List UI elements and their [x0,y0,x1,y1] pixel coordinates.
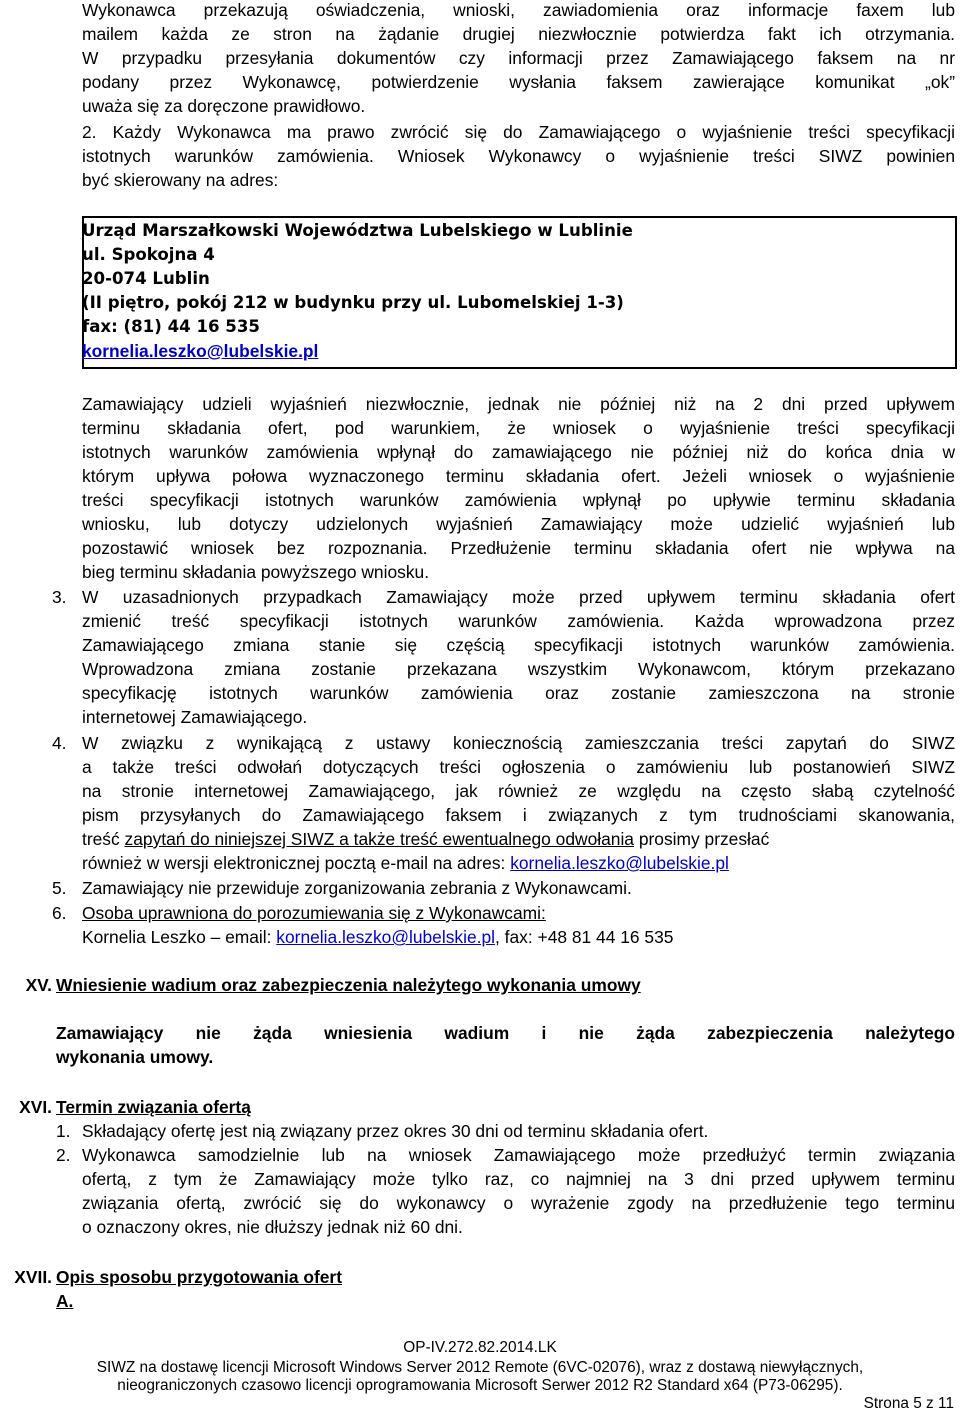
address-room: (II piętro, pokój 212 w budynku przy ul. Lubomelskiej 1-3) [82,293,624,312]
section-xv-title: Wniesienie wadium oraz zabezpieczenia należytego wykonania umowy [56,975,641,995]
address-name: Urząd Marszałkowski Województwa Lubelskiego w Lublinie [82,221,633,240]
item3-line-6: internetowej Zamawiającego. [82,707,308,727]
section-xvi-number: XVI. [19,1097,52,1117]
intro-line-1: Wykonawca przekazują oświadczenia, wnioski, zawiadomienia oraz informacje faxem lub [82,0,955,20]
section-xvi-item2-line-3: związania ofertą, zwrócić się do wykonawcy o wyrażenie zgody na przedłużenie tego terminu [82,1193,955,1213]
intro-line-2: mailem każda ze stron na żądanie drugiej niezwłocznie potwierdza fakt ich otrzymania. [82,24,955,44]
section-xvi-item2-line-4: o oznaczony okres, nie dłuższy jednak niż 60 dni. [82,1217,463,1237]
section-xv-number: XV. [25,975,52,995]
item3-line-1: W uzasadnionych przypadkach Zamawiający może przed upływem terminu składania ofert [82,587,955,607]
footer-reference: OP-IV.272.82.2014.LK [403,1339,557,1356]
item4-line-4: pism przysyłanych do Zamawiającego faksem i związanych z tym trudnościami skanowania, [82,805,955,825]
item6-title: Osoba uprawniona do porozumiewania się z Wykonawcami: [82,903,546,923]
clarify-line-6: wniosku, lub dotyczy udzielonych wyjaśnień Zamawiający może udzielić wyjaśnień lub [82,514,955,534]
section-xvi-item1-text: Składający ofertę jest nią związany przez okres 30 dni od terminu składania ofert. [82,1121,709,1141]
clarify-line-4: którym upływa połowa wyznaczonego terminu składania ofert. Jeżeli wniosek o wyjaśnienie [82,466,955,486]
item4-line-3: na stronie internetowej Zamawiającego, jak również ze względu na często słabą czytelność [82,781,955,801]
item2-line-2: istotnych warunków zamówienia. Wniosek Wykonawcy o wyjaśnienie treści SIWZ powinien [82,146,955,166]
intro-line-5: uważa się za doręczone prawidłowo. [82,96,366,116]
section-xvii-number: XVII. [14,1267,52,1287]
item4-number: 4. [52,733,67,753]
footer-line-1: SIWZ na dostawę licencji Microsoft Windows Server 2012 Remote (6VC-02076), wraz z dostawą niewyłącznych, [96,1359,864,1376]
clarify-line-5: treści specyfikacji istotnych warunków zamówienia wpłynął po upływie terminu składania [82,490,955,510]
item6-title-line [82,901,955,925]
address-street: ul. Spokojna 4 [82,245,215,264]
item4-line-5-end: prosimy przesłać [633,829,770,849]
clarify-line-2: terminu składania ofert, pod warunkiem, że wniosek o wyjaśnienie treści specyfikacji [82,418,955,438]
item3-line-4: Wprowadzona zmiana zostanie przekazana wszystkim Wykonawcom, którym przekazano [82,659,955,679]
item4-line-6 [82,851,955,875]
item3-number: 3. [52,587,67,607]
page-number: Strona 5 z 11 [863,1395,954,1412]
item6-fax: , fax: +48 81 44 16 535 [495,927,674,947]
clarify-line-1: Zamawiający udzieli wyjaśnień niezwłocznie, jednak nie później niż na 2 dni przed upływem [82,394,955,414]
item3-line-3: Zamawiającego zmiana stanie się częścią specyfikacji istotnych warunków zamówienia. [82,635,955,655]
section-xv-line-2: wykonania umowy. [56,1047,214,1067]
item5-text: Zamawiający nie przewiduje zorganizowania zebrania z Wykonawcami. [82,878,632,898]
item4-email-link[interactable]: kornelia.leszko@lubelskie.pl [510,853,729,873]
address-fax: fax: (81) 44 16 535 [82,317,260,336]
section-xvi-item1-number: 1. [56,1121,71,1141]
item6-contact-line [82,925,955,949]
section-xvi-item2-number: 2. [56,1145,71,1165]
section-xvii-sub: A. [56,1291,74,1311]
clarify-line-3: istotnych warunków zamówienia wpłynął do zamawiającego nie później niż do końca dnia w [82,442,955,462]
section-xvi-title: Termin związania ofertą [56,1097,251,1117]
item6-email-link[interactable]: kornelia.leszko@lubelskie.pl [276,927,496,947]
item4-line-5-start: treść [82,829,125,849]
section-xv-line-1: Zamawiający nie żąda wniesienia wadium i nie żąda zabezpieczenia należytego [56,1023,955,1043]
address-city: 20-074 Lublin [82,269,210,288]
item5-number: 5. [52,878,67,898]
section-xvi-item2-line-1: Wykonawca samodzielnie lub na wniosek Zamawiającego może przedłużyć termin związania [82,1145,955,1165]
intro-line-3: W przypadku przesyłania dokumentów czy informacji przez Zamawiającego faksem na nr [82,48,955,68]
item6-contact-name: Kornelia Leszko – email: [82,927,277,947]
clarify-line-7: pozostawić wniosek bez rozpoznania. Przedłużenie terminu składania ofert nie wpływa na [82,538,955,558]
item4-line-5 [82,827,955,851]
item4-line-2: a także treści odwołań dotyczących treści ogłoszenia o zamówieniu lub postanowień SIWZ [82,757,955,777]
item4-underlined-phrase: zapytań do niniejszej SIWZ a także treść ewentualnego odwołania [124,829,634,849]
footer-line-2: nieograniczonych czasowo licencji oprogramowania Microsoft Serwer 2012 R2 Standard x64 (P73-06295). [117,1377,843,1394]
item2-line-1: 2. Każdy Wykonawca ma prawo zwrócić się do Zamawiającego o wyjaśnienie treści specyfikacji [82,122,955,142]
item4-line-1: W związku z wynikającą z ustawy koniecznością zamieszczania treści zapytań do SIWZ [82,733,955,753]
item3-line-2: zmienić treść specyfikacji istotnych warunków zamówienia. Każda wprowadzona przez [82,611,955,631]
intro-line-4: podany przez Wykonawcę, potwierdzenie wysłania faksem zawierające komunikat „ok” [82,72,955,92]
item2-line-3: być skierowany na adres: [82,170,279,190]
clarify-line-8: bieg terminu składania powyższego wniosku. [82,562,430,582]
section-xvi-item2-line-2: ofertą, z tym że Zamawiający może tylko raz, co najmniej na 3 dni przed upływem terminu [82,1169,955,1189]
section-xvii-title: Opis sposobu przygotowania ofert [56,1267,342,1287]
item4-line-6-text: również w wersji elektronicznej pocztą e-mail na adres: [82,853,511,873]
address-email-link[interactable]: kornelia.leszko@lubelskie.pl [82,341,319,361]
item3-line-5: specyfikację istotnych warunków zamówienia oraz zostanie zamieszczona na stronie [82,683,955,703]
address-email-line [82,339,318,363]
item6-number: 6. [52,903,67,923]
